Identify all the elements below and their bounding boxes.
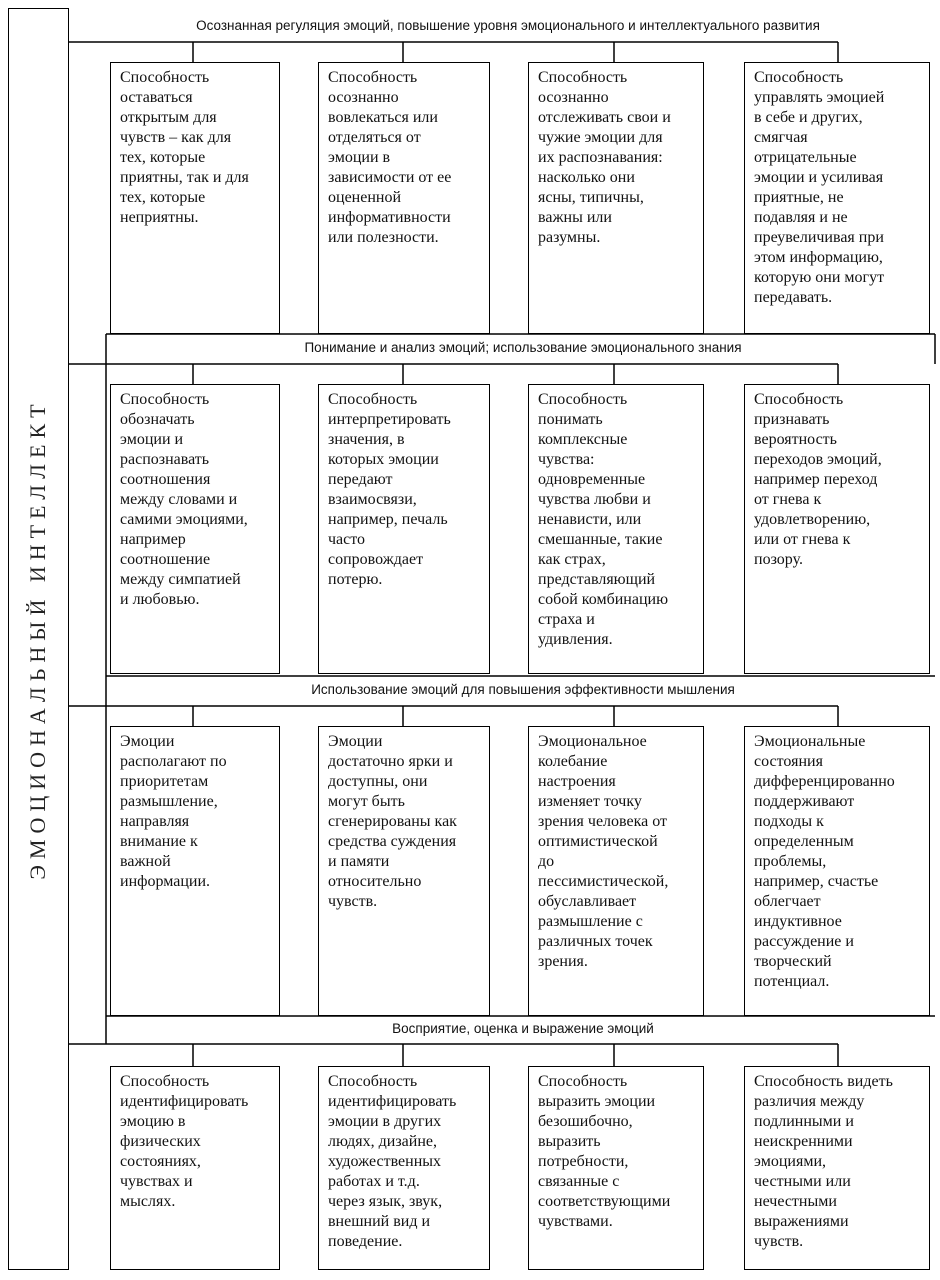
level-3-box-3: Эмоциональное колебание настроения изменяет точку зрения человека от оптимистической до пессимистической, обуславливает размышление с различных точек зрения. [528,726,704,1016]
level-1-box-4: Способность управлять эмоцией в себе и других, смягчая отрицательные эмоции и усиливая приятные, не подавляя и не преувеличивая при этом информацию, которую они могут передавать. [744,62,930,334]
level-2-box-3: Способность понимать комплексные чувства: одновременные чувства любви и ненависти, или смешанные, такие как страх, представляющий собой комбинацию страха и удивления. [528,384,704,674]
level-3-box-2: Эмоции достаточно ярки и доступны, они могут быть сгенерированы как средства суждения и памяти относительно чувств. [318,726,490,1016]
level-1-header: Осознанная регуляция эмоций, повышение уровня эмоционального и интеллектуального развития [150,18,866,34]
level-3-box-1: Эмоции располагают по приоритетам размышление, направляя внимание к важной информации. [110,726,280,1016]
level-3-header: Использование эмоций для повышения эффективности мышления [280,682,766,698]
level-4-header: Восприятие, оценка и выражение эмоций [360,1021,686,1037]
level-2-box-2: Способность интерпретировать значения, в которых эмоции передают взаимосвязи, например, печаль часто сопровождает потерю. [318,384,490,674]
level-2-box-1: Способность обозначать эмоции и распознавать соотношения между словами и самими эмоциями, например соотношение между симпатией и любовью. [110,384,280,674]
level-4-box-4: Способность видеть различия между подлинными и неискренними эмоциями, честными или нечестными выражениями чувств. [744,1066,930,1270]
level-2-box-4: Способность признавать вероятность переходов эмоций, например переход от гнева к удовлетворению, или от гнева к позору. [744,384,930,674]
level-1-box-2: Способность осознанно вовлекаться или отделяться от эмоции в зависимости от ее оцененной информативности или полезности. [318,62,490,334]
level-1-box-3: Способность осознанно отслеживать свои и чужие эмоции для их распознавания: насколько они ясны, типичны, важны или разумны. [528,62,704,334]
level-3-box-4: Эмоциональные состояния дифференцированно поддерживают подходы к определенным проблемы, например, счастье облегчает индуктивное рассуждение и творческий потенциал. [744,726,930,1016]
level-2-header: Понимание и анализ эмоций; использование эмоционального знания [270,340,776,356]
level-4-box-3: Способность выразить эмоции безошибочно, выразить потребности, связанные с соответствующими чувствами. [528,1066,704,1270]
side-title: ЭМОЦИОНАЛЬНЫЙ ИНТЕЛЛЕКТ [25,398,50,880]
level-4-box-1: Способность идентифицировать эмоцию в физических состояниях, чувствах и мыслях. [110,1066,280,1270]
level-4-box-2: Способность идентифицировать эмоции в других людях, дизайне, художественных работах и т.д. через язык, звук, внешний вид и поведение. [318,1066,490,1270]
level-1-box-1: Способность оставаться открытым для чувств – как для тех, которые приятны, так и для тех, которые неприятны. [110,62,280,334]
